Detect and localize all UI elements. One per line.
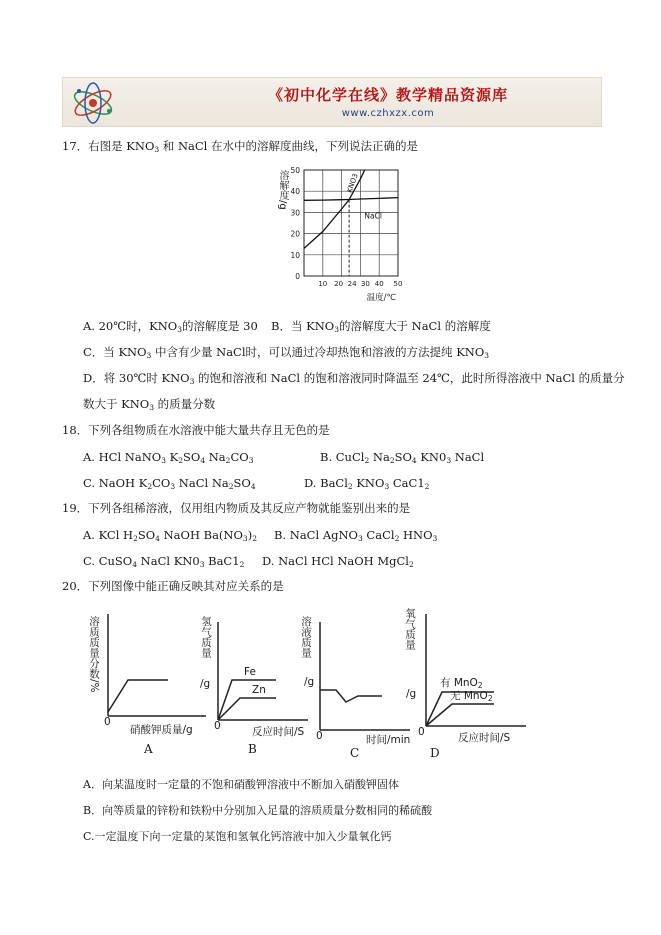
y-tick-label: 10 <box>290 250 300 260</box>
x-tick-label: 24 <box>347 280 357 288</box>
y-tick-label: 20 <box>290 229 300 239</box>
q17-option-a: A. 20℃时，$KNO_3$的溶解度是 30 <box>83 319 258 334</box>
q19-option-c: C. CuSO$_4$ NaCl $KN0_3$ $BaC1_2$ <box>83 554 245 569</box>
graph-c-curve <box>320 690 382 702</box>
graph-b-origin: 0 <box>214 720 221 732</box>
solubility-xlabel: 温度/℃ <box>366 293 396 303</box>
graph-c-unit: /g <box>304 676 315 688</box>
banner-url[interactable]: www.czhxzx.com <box>341 108 435 119</box>
q18-option-a: A. HCl NaNO$_3$ $K_2SO_4$ $Na_2CO_3$ <box>83 450 254 465</box>
x-tick-label: 10 <box>318 280 328 288</box>
q19-option-a: A. KCl $H_2SO_4$ NaOH $Ba(NO_3)_2$ <box>83 528 257 543</box>
graph-b-fe-curve <box>218 680 276 720</box>
x-tick-label: 20 <box>334 280 344 288</box>
graph-d-ylabel: 氧气质量 <box>404 608 416 650</box>
graph-d-xlabel: 反应时间/S <box>458 732 511 744</box>
graph-b <box>200 616 310 756</box>
q17-option-d: D．将 30℃时 $KNO_3$ 的饱和溶液和 NaCl 的饱和溶液同时降温至 24℃，此时所得溶液中 NaCl 的质量分 <box>83 371 625 386</box>
y-tick-label: 30 <box>290 208 300 218</box>
graph-a-ylabel: 溶质质量分数/% <box>88 616 100 693</box>
graph-d-without-curve <box>426 704 494 726</box>
solubility-ylabel: 溶解度/g <box>277 170 288 210</box>
q19-stem: 19．下列各组稀溶液，仅用组内物质及其反应产物就能鉴别出来的是 <box>62 501 411 515</box>
series-nacl-curve <box>304 198 398 201</box>
solubility-chart <box>274 160 414 305</box>
atom-logo-icon <box>69 81 117 125</box>
graph-a <box>88 608 211 758</box>
graph-b-ylabel: 氢气质量 <box>200 616 212 658</box>
q19-option-d: D. NaCl HCl NaOH MgCl$_2$ <box>262 554 414 569</box>
graph-b-letter: B <box>248 742 257 756</box>
q18-option-b: B. CuCl$_2$ $Na_2SO_4$ $KN0_3$ NaCl <box>320 450 485 465</box>
banner-title: 《初中化学在线》教学精品资源库 <box>267 86 508 104</box>
y-tick-label: 40 <box>290 187 300 197</box>
graph-c <box>300 616 420 760</box>
x-tick-label: 30 <box>360 280 370 288</box>
graph-d-origin: 0 <box>418 726 425 738</box>
x-tick-label: 50 <box>393 280 403 288</box>
graph-c-xlabel: 时间/min <box>366 734 411 746</box>
y-tick-label: 0 <box>295 272 300 281</box>
graph-b-fe-label: Fe <box>244 666 256 678</box>
q17-option-c: C．当 $KNO_3$ 中含有少量 NaCl时，可以通过冷却热饱和溶液的方法提纯 $KNO_3$ <box>83 345 490 360</box>
q20-option-a: A．向某温度时一定量的不饱和硝酸钾溶液中不断加入硝酸钾固体 <box>83 778 399 791</box>
graph-d-letter: D <box>430 746 440 760</box>
q18-option-c: C. NaOH $K_2CO_3$ NaCl $Na_2SO_4$ <box>83 476 256 491</box>
x-tick-label: 40 <box>374 280 384 288</box>
q20-option-b: B．向等质量的锌粉和铁粉中分别加入足量的溶质质量分数相同的稀硫酸 <box>83 804 433 817</box>
header-banner <box>62 77 602 127</box>
kno3-curve-label: KNO3 <box>345 172 360 194</box>
graph-b-unit: /g <box>200 678 211 690</box>
graph-d-without-label: 无 MnO$_2$ <box>450 690 493 703</box>
graph-a-origin: 0 <box>104 716 111 728</box>
graph-c-letter: C <box>350 746 360 760</box>
graph-d-with-label: 有 MnO$_2$ <box>440 677 483 690</box>
graph-c-ylabel: 溶液质量 <box>300 616 312 658</box>
solubility-plot <box>274 160 414 305</box>
graph-a-xlabel: 硝酸钾质量/g <box>130 724 193 736</box>
graph-a-letter: A <box>144 742 153 756</box>
graph-d <box>404 608 528 758</box>
q20-stem: 20．下列图像中能正确反映其对应关系的是 <box>62 579 284 593</box>
q17-stem: 17．右图是 $KNO_3$ 和 NaCl 在水中的溶解度曲线，下列说法正确的是 <box>62 139 419 154</box>
graph-b-zn-curve <box>218 698 276 720</box>
graph-b-zn-label: Zn <box>252 684 266 696</box>
q17-option-d-cont: 数大于 $KNO_3$ 的质量分数 <box>83 397 216 412</box>
q18-option-d: D. BaCl$_2$ $KNO_3$ $CaC1_2$ <box>304 476 430 491</box>
nacl-curve-label: NaCl <box>364 211 382 221</box>
q17-option-b: B．当 $KNO_3$的溶解度大于 NaCl 的溶解度 <box>271 319 491 334</box>
y-tick-label: 50 <box>290 166 300 175</box>
q19-option-b: B. NaCl AgNO$_3$ CaCl$_2$ $HNO_3$ <box>274 528 438 543</box>
q20-option-c: C.一定温度下向一定量的某饱和氢氧化钙溶液中加入少量氧化钙 <box>83 830 392 843</box>
graph-c-origin: 0 <box>316 730 323 742</box>
graph-a-curve <box>108 680 168 712</box>
graph-b-xlabel: 反应时间/S <box>252 726 305 738</box>
series-kno3-curve <box>304 160 391 248</box>
graph-d-unit: /g <box>406 688 417 700</box>
q18-stem: 18．下列各组物质在水溶液中能大量共存且无色的是 <box>62 423 330 437</box>
